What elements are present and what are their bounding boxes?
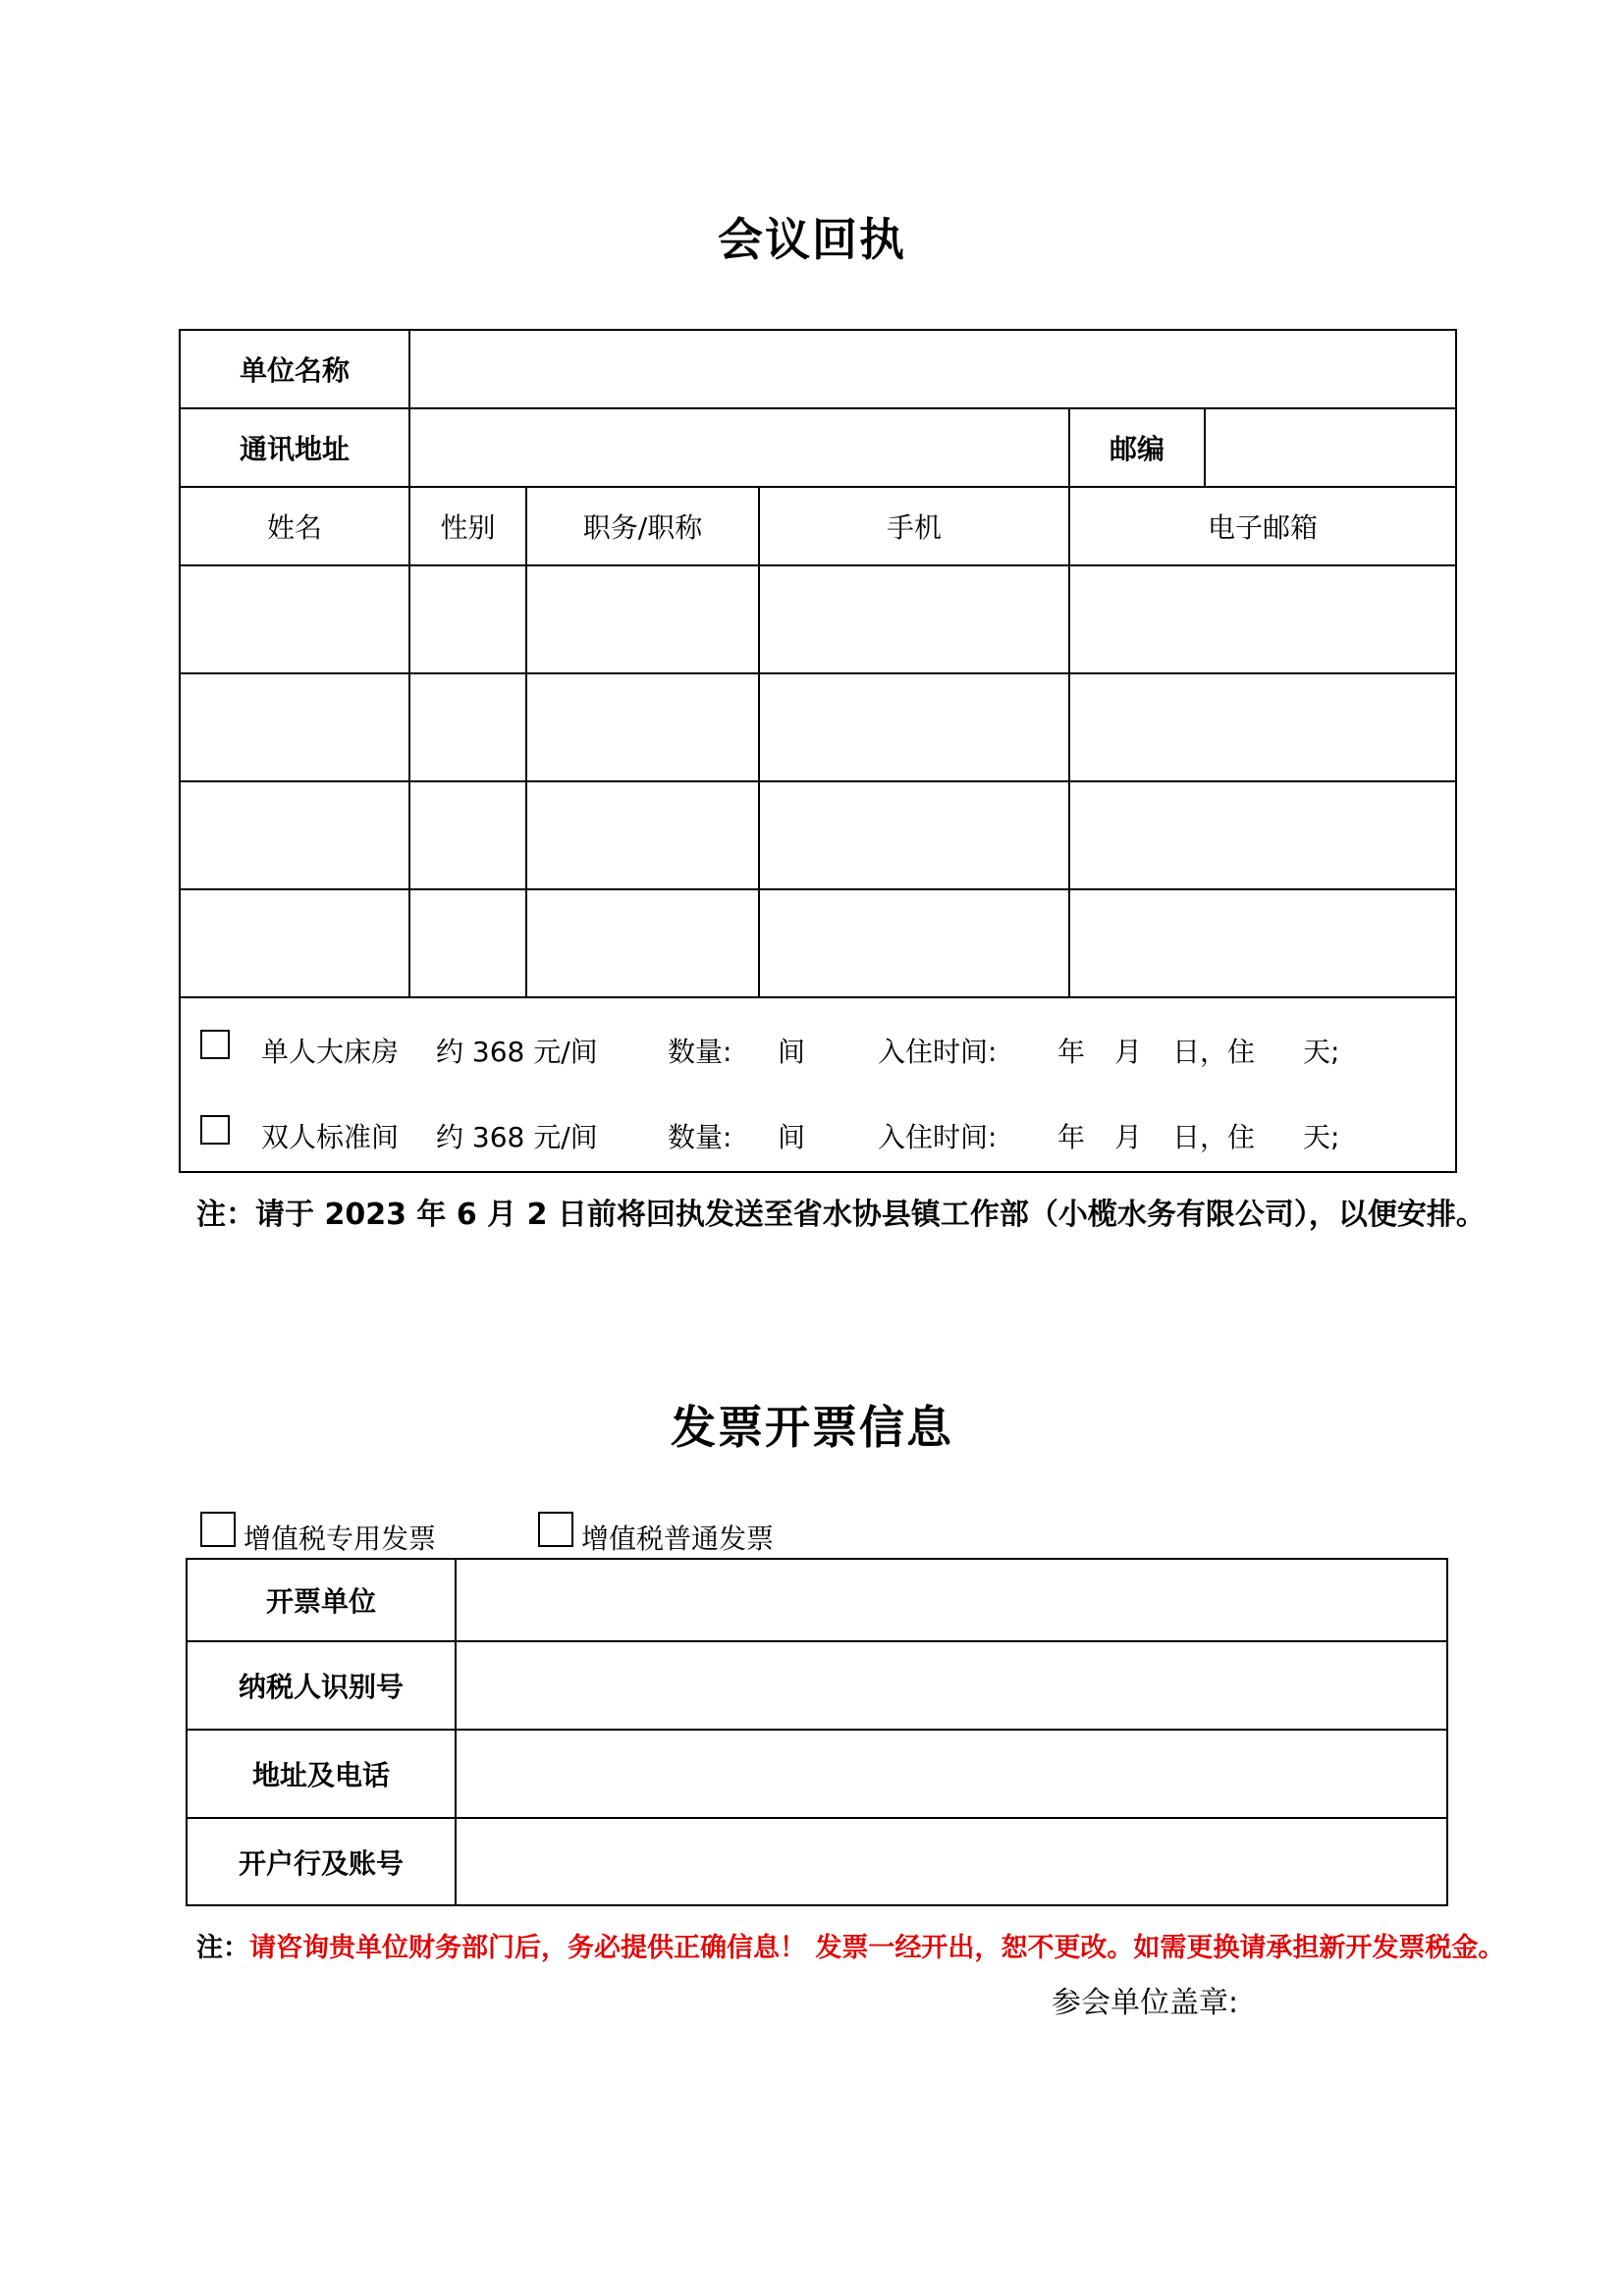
col-header-name: 姓名 — [266, 511, 322, 544]
single-room-checkbox[interactable] — [200, 1030, 230, 1059]
invoice-table — [186, 1558, 1448, 1906]
year-label: 年 — [1057, 1036, 1086, 1068]
bank-account-label: 开户行及账号 — [238, 1846, 404, 1880]
invoice-unit-label: 开票单位 — [265, 1585, 376, 1618]
col-header-gender: 性别 — [440, 511, 496, 544]
taxpayer-id-field[interactable] — [457, 1642, 1446, 1729]
normal-invoice-label: 增值税普通发票 — [581, 1522, 775, 1555]
attendee-row[interactable] — [181, 890, 1455, 996]
invoice-note-prefix: 注： — [196, 1933, 249, 1963]
bank-account-field[interactable] — [457, 1819, 1446, 1904]
seal-label: 参会单位盖章: — [1052, 1986, 1239, 2020]
invoice-unit-field[interactable] — [457, 1560, 1446, 1640]
reply-note: 注：请于 2023 年 6 月 2 日前将回执发送至省水协县镇工作部（小榄水务有限公司），以便安排。 — [196, 1198, 1486, 1232]
quantity-label: 数量: — [668, 1121, 732, 1153]
days-label: 天; — [1303, 1121, 1340, 1153]
unit-name-label: 单位名称 — [239, 354, 350, 387]
quantity-unit: 间 — [778, 1036, 806, 1068]
invoice-note — [196, 1926, 1504, 1964]
row-divider — [181, 996, 1455, 998]
year-label: 年 — [1057, 1121, 1086, 1153]
room-price: 约 368 元/间 — [436, 1036, 598, 1068]
attendee-row[interactable] — [181, 782, 1455, 888]
address-phone-label: 地址及电话 — [251, 1759, 390, 1791]
invoice-note-text: 请咨询贵单位财务部门后，务必提供正确信息！ 发票一经开出，恕不更改。如需更换请承担新开发票税金。 — [249, 1933, 1505, 1963]
checkin-label: 入住时间: — [878, 1036, 998, 1068]
postcode-field[interactable] — [1206, 409, 1455, 486]
month-label: 月 — [1114, 1121, 1143, 1153]
col-header-position: 职务/职称 — [582, 511, 703, 544]
postcode-label: 邮编 — [1109, 433, 1164, 465]
room-type: 双人标准间 — [261, 1121, 400, 1153]
normal-invoice-checkbox[interactable] — [538, 1512, 573, 1547]
attendee-row[interactable] — [181, 674, 1455, 780]
day-stay-label: 日，住 — [1172, 1036, 1256, 1068]
invoice-title: 发票开票信息 — [671, 1401, 953, 1454]
month-label: 月 — [1114, 1036, 1143, 1068]
address-phone-field[interactable] — [457, 1731, 1446, 1817]
address-label: 通讯地址 — [239, 433, 350, 465]
day-stay-label: 日，住 — [1172, 1121, 1256, 1153]
special-invoice-label: 增值税专用发票 — [244, 1522, 437, 1555]
days-label: 天; — [1303, 1036, 1340, 1068]
col-header-email: 电子邮箱 — [1207, 511, 1318, 544]
taxpayer-id-label: 纳税人识别号 — [238, 1671, 404, 1703]
reply-form-table — [179, 329, 1457, 1173]
room-type: 单人大床房 — [261, 1036, 400, 1068]
attendee-row[interactable] — [181, 566, 1455, 672]
room-price: 约 368 元/间 — [436, 1121, 598, 1153]
special-invoice-checkbox[interactable] — [200, 1512, 236, 1547]
address-field[interactable] — [410, 409, 1068, 486]
quantity-label: 数量: — [668, 1036, 732, 1068]
double-room-checkbox[interactable] — [200, 1115, 230, 1145]
reply-title: 会议回执 — [718, 213, 906, 266]
unit-name-field[interactable] — [410, 331, 1455, 407]
quantity-unit: 间 — [778, 1121, 806, 1153]
col-header-mobile: 手机 — [886, 511, 942, 544]
checkin-label: 入住时间: — [878, 1121, 998, 1153]
